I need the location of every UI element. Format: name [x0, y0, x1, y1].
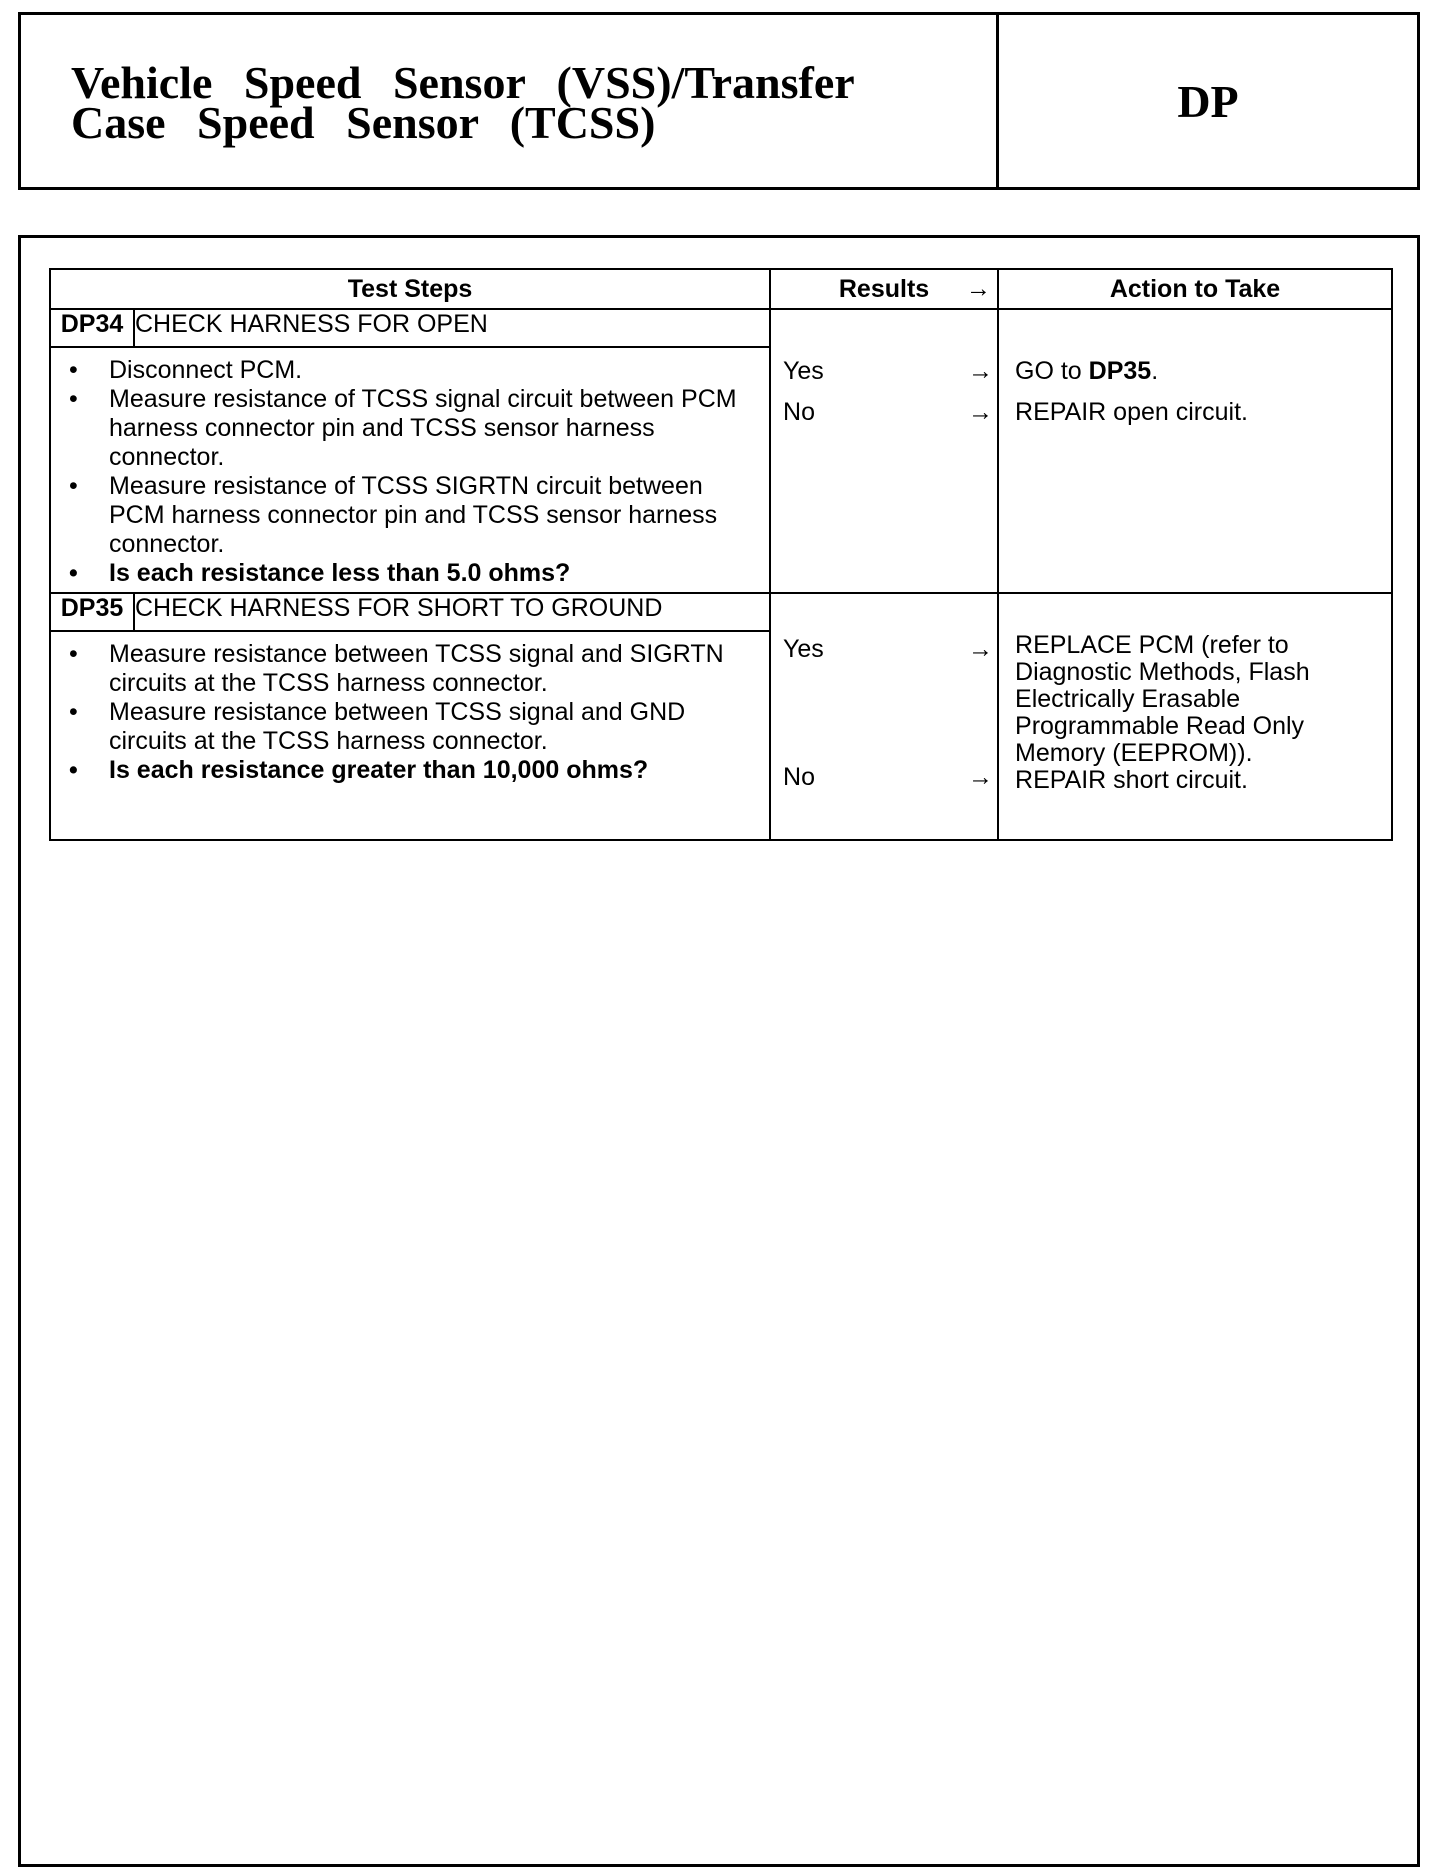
result-yes: Yes [783, 357, 824, 385]
action-no: REPAIR short circuit. [1015, 766, 1248, 794]
table-header-row [50, 269, 1392, 309]
action-yes [999, 356, 1391, 386]
action-cell [998, 309, 1392, 593]
result-line [771, 762, 997, 792]
result-yes: Yes [783, 635, 824, 663]
result-line [771, 634, 997, 664]
step-title: CHECK HARNESS FOR SHORT TO GROUND [134, 593, 770, 631]
result-no: No [783, 398, 815, 426]
header-results-label: Results [838, 274, 930, 303]
result-line [771, 356, 997, 386]
step-question: • Is each resistance less than 5.0 ohms? [109, 559, 739, 588]
step-code: DP35 [50, 593, 134, 631]
action-no: REPAIR open circuit. [1015, 398, 1248, 426]
list-item: • Measure resistance of TCSS SIGRTN circuit between PCM harness connector pin and TCSS sensor harness connector. [109, 472, 739, 559]
step-code: DP34 [50, 309, 134, 347]
page-title [21, 15, 999, 187]
action-cell [998, 593, 1392, 840]
header-action: Action to Take [998, 269, 1392, 309]
section-code: DP [1177, 75, 1239, 127]
action-yes: REPLACE PCM (refer to Diagnostic Methods, Flash Electrically Erasable Programmable Read Only Memory (EEPROM)). [1015, 631, 1310, 767]
list-item: • Disconnect PCM. [109, 356, 739, 385]
results-cell [770, 309, 998, 593]
arrow-right-icon: → [966, 274, 992, 303]
step-question: • Is each resistance greater than 10,000 ohms? [109, 756, 739, 785]
table-row [50, 593, 1392, 631]
step-body [50, 347, 770, 593]
result-no: No [783, 763, 815, 791]
arrow-right-icon: → [968, 398, 994, 426]
results-cell [770, 593, 998, 840]
page-title-line2: Case Speed Sensor (TCSS) [71, 97, 656, 148]
table-row [50, 309, 1392, 347]
step-body [50, 631, 770, 840]
result-line [771, 397, 997, 427]
action-prefix: GO to [1015, 357, 1089, 385]
header-test-steps: Test Steps [50, 269, 770, 309]
arrow-right-icon: → [968, 635, 994, 663]
header-box [18, 12, 1420, 190]
test-steps-table [49, 268, 1393, 841]
list-item: • Measure resistance between TCSS signal and GND circuits at the TCSS harness connector. [109, 698, 739, 756]
list-item: • Measure resistance of TCSS signal circuit between PCM harness connector pin and TCSS sensor harness connector. [109, 385, 739, 472]
arrow-right-icon: → [968, 357, 994, 385]
list-item: • Measure resistance between TCSS signal and SIGRTN circuits at the TCSS harness connector. [109, 640, 739, 698]
step-bullets [51, 348, 769, 588]
step-title: CHECK HARNESS FOR OPEN [134, 309, 770, 347]
arrow-right-icon: → [968, 763, 994, 791]
page-title-line1: Vehicle Speed Sensor (VSS)/Transfer [71, 57, 855, 108]
action-step-ref: DP35 [1088, 357, 1152, 385]
action-suffix: . [1151, 357, 1159, 385]
header-results [770, 269, 998, 309]
step-bullets [51, 632, 769, 785]
